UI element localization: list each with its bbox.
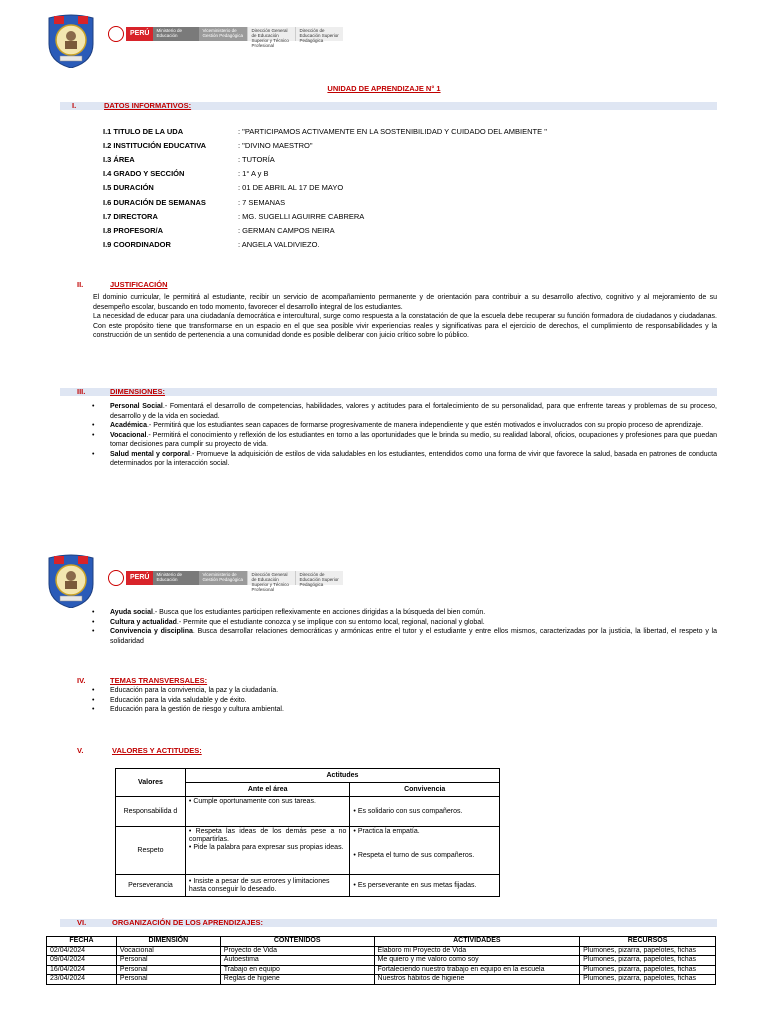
table-cell: Autoestima [220,956,374,966]
info-value: : 7 SEMANAS [238,198,286,207]
info-label: I.8 PROFESOR/A [103,226,164,235]
table-cell: Personal [116,975,220,985]
column-header: FECHA [47,937,117,947]
info-value: : TUTORÍA [238,155,275,164]
convivencia-cell: • Practica la empatía. • Respeta el turno de sus compañeros. [350,827,500,875]
peru-label: PERÚ [126,571,153,585]
bullet-icon: • [92,422,95,429]
table-cell: Plumones, pizarra, papelotes, fichas [580,965,716,975]
bullet-icon: • [92,609,95,616]
dimension-name: Cultura y actualidad [110,618,177,626]
school-crest-logo [46,12,96,70]
peru-shield-icon [108,570,124,586]
convivencia-cell: • Es perseverante en sus metas fijadas. [350,875,500,897]
dimension-name: Personal Social [110,403,163,410]
table-cell: Personal [116,956,220,966]
ministerio-label: Ministerio de Educación [153,27,199,41]
valor-cell: Perseverancia [116,875,186,897]
section-title: DATOS INFORMATIVOS: [104,101,192,110]
convivencia-cell: • Es solidario con sus compañeros. [350,797,500,827]
dimension-text: .- Permitirá que los estudiantes sean capaces de formarse progresivamente de manera independiente y que estén motivados e involucrados con su propio proceso de aprendizaje. [146,422,704,429]
section-number: V. [77,746,84,755]
justificacion-text [93,293,717,341]
tema-text: Educación para la convivencia, la paz y la ciudadanía. [110,687,279,694]
list-item [92,450,717,469]
section-title: JUSTIFICACIÓN [110,280,168,289]
dimension-text: . Busca desarrollar relaciones democráticas y armónicas entre el tutor y el estudiante y entre ellos mismos, caracterizadas por la justicia, la libertad, el respeto y la solidaridad [110,628,718,645]
area-cell: • Insiste a pesar de sus errores y limitaciones hasta conseguir lo deseado. [185,875,350,897]
table-cell: Trabajo en equipo [220,965,374,975]
section-title: DIMENSIONES: [110,387,166,396]
paragraph: La necesidad de educar para una ciudadanía democrática e intercultural, surge como respuesta a la constatación de que la escuela debe recuperar su función formadora de ciudadanos y ciudadanas. Con este propósito tiene que transformarse en un espacio en el que sea posible vivir experiencias reales y significativas para el ejercicio de derechos, el cumplimiento de responsabilidades y la construcción de un sentido de pertenencia a una comunidad donde es posible deliberar con juicio crítico sobre lo público. [93,313,717,339]
bullet-icon: • [92,431,95,439]
table-row [116,797,500,827]
table-cell: 02/04/2024 [47,946,117,956]
header-valores: Valores [116,769,186,797]
organizacion-table [46,936,716,985]
table-cell: 23/04/2024 [47,975,117,985]
table-cell: Vocacional [116,946,220,956]
temas-list [92,686,717,715]
table-row [47,975,716,985]
list-item [92,402,717,421]
info-label: I.4 GRADO Y SECCIÓN [103,169,185,178]
bullet-icon: • [92,687,95,694]
list-item [92,705,717,715]
peru-shield-icon [108,26,124,42]
info-value: : 01 DE ABRIL AL 17 DE MAYO [238,183,344,192]
info-value: : "PARTICIPAMOS ACTIVAMENTE EN LA SOSTENIBILIDAD Y CUIDADO DEL AMBIENTE " [238,127,547,136]
info-value: : GERMAN CAMPOS NEIRA [238,226,335,235]
list-item [92,431,717,450]
table-row [47,946,716,956]
paragraph: El dominio curricular, le permitirá al estudiante, recibir un servicio de acompañamiento permanente y de orientación para contribuir a su desarrollo afectivo, cognitivo y al mejoramiento de su desempeño escolar, buscando en todo momento, favorecer el desarrollo integral de los estudiantes. [93,294,717,311]
bullet-icon: • [92,696,95,704]
table-row [47,965,716,975]
section-number: I. [72,101,77,110]
tema-text: Educación para la vida saludable y de éxito. [110,696,247,704]
area-cell: • Cumple oportunamente con sus tareas. [185,797,350,827]
dimension-text: .- Fomentará el desarrollo de competencias, habilidades, valores y actitudes para el fortalecimiento de su personalidad, para que enfrente tareas y problemas de su proceso, desarrollo y de la vida en sociedad. [110,403,717,420]
dimension-name: Salud mental y corporal [110,450,190,458]
direccion-label: Dirección de Educación Superior Pedagógica [295,27,343,41]
valores-table [115,768,500,897]
valor-cell: Respeto [116,827,186,875]
valor-cell: Responsabilida d [116,797,186,827]
bullet-icon: • [92,618,95,626]
section-number: III. [77,387,86,396]
bullet-icon: • [92,450,95,458]
ministry-banner [108,568,343,592]
header-area: Ante el área [185,783,350,797]
table-row [116,827,500,875]
table-cell: Plumones, pizarra, papelotes, fichas [580,956,716,966]
ministerio-label: Ministerio de Educación [153,571,199,585]
info-label: I.6 DURACIÓN DE SEMANAS [103,198,206,207]
document-title: UNIDAD DE APRENDIZAJE N° 1 [327,84,441,93]
bullet-icon: • [92,706,95,713]
tema-text: Educación para la gestión de riesgo y cultura ambiental. [110,706,284,713]
header-actitudes: Actitudes [185,769,499,783]
direccion-general-label: Dirección General de Educación Superior y Técnico Profesional [247,27,295,41]
dimension-text: .- Permitirá el conocimiento y reflexión de los estudiantes en torno a las oportunidades que le brinda su medio, su realidad laboral, oficios, ocupaciones y profesiones para que puedan tomar decisiones para cumplir su proyecto de vida. [110,431,717,448]
school-crest-logo [46,552,96,610]
dimensiones-list-continued [92,608,717,646]
table-cell: 09/04/2024 [47,956,117,966]
bullet-icon: • [92,403,95,410]
list-item [92,421,717,431]
table-cell: Plumones, pizarra, papelotes, fichas [580,946,716,956]
list-item [92,627,717,646]
info-label: I.9 COORDINADOR [103,240,171,249]
direccion-general-label: Dirección General de Educación Superior y Técnico Profesional [247,571,295,585]
table-cell: Me quiero y me valoro como soy [374,956,580,966]
section-number: VI. [77,918,87,927]
info-label: I.5 DURACIÓN [103,183,154,192]
column-header: DIMENSIÓN [116,937,220,947]
info-value: : 1° A y B [238,169,269,178]
table-cell: Proyecto de Vida [220,946,374,956]
section-title: TEMAS TRANSVERSALES: [110,676,208,685]
area-cell: • Respeta las ideas de los demás pese a no compartirlas. • Pide la palabra para expresar sus propias ideas. [185,827,350,875]
table-cell: 16/04/2024 [47,965,117,975]
section-number: IV. [77,676,86,685]
dimensiones-list [92,402,717,469]
dimension-name: Vocacional [110,431,147,439]
table-cell: Personal [116,965,220,975]
table-cell: Plumones, pizarra, papelotes, fichas [580,975,716,985]
table-cell: Reglas de higiene [220,975,374,985]
column-header: RECURSOS [580,937,716,947]
direccion-label: Dirección de Educación Superior Pedagógica [295,571,343,585]
column-header: ACTIVIDADES [374,937,580,947]
header-convivencia: Convivencia [350,783,500,797]
viceministerio-label: Viceministerio de Gestión Pedagógica [199,571,247,585]
info-label: I.7 DIRECTORA [103,212,158,221]
table-row [47,956,716,966]
list-item [92,608,717,618]
ministry-banner [108,24,343,48]
list-item [92,686,717,696]
dimension-name: Convivencia y disciplina [110,628,193,635]
list-item [92,696,717,706]
dimension-name: Académica [110,422,147,429]
dimension-text: .- Busca que los estudiantes participen reflexivamente en acciones dirigidas a la búsqueda del bien común. [152,609,486,616]
table-row [116,875,500,897]
info-value: : "DIVINO MAESTRO" [238,141,313,150]
bullet-icon: • [92,628,95,635]
info-value: : MG. SUGELLI AGUIRRE CABRERA [238,212,365,221]
info-label: I.2 INSTITUCIÓN EDUCATIVA [103,141,207,150]
viceministerio-label: Viceministerio de Gestión Pedagógica [199,27,247,41]
section-title: ORGANIZACIÓN DE LOS APRENDIZAJES: [112,918,263,927]
table-header-row [47,937,716,947]
list-item [92,618,717,628]
table-cell: Fortaleciendo nuestro trabajo en equipo en la escuela [374,965,580,975]
section-title: VALORES Y ACTITUDES: [112,746,202,755]
table-cell: Nuestros hábitos de higiene [374,975,580,985]
column-header: CONTENIDOS [220,937,374,947]
section-number: II. [77,280,84,289]
dimension-text: .- Promueve la adquisición de estilos de vida saludables en los estudiantes, entendidos como una forma de vivir que favorece la salud, basada en patrones de conducta determinados por la interacción social. [110,450,717,467]
peru-label: PERÚ [126,27,153,41]
info-value: : ANGELA VALDIVIEZO. [238,240,320,249]
info-label: I.1 TITULO DE LA UDA [103,127,184,136]
table-cell: Elaboro mi Proyecto de Vida [374,946,580,956]
dimension-name: Ayuda social [110,609,153,616]
info-label: I.3 ÁREA [103,155,135,164]
dimension-text: .- Permite que el estudiante conozca y se implique con su entorno local, regional, nacional y global. [176,618,485,626]
